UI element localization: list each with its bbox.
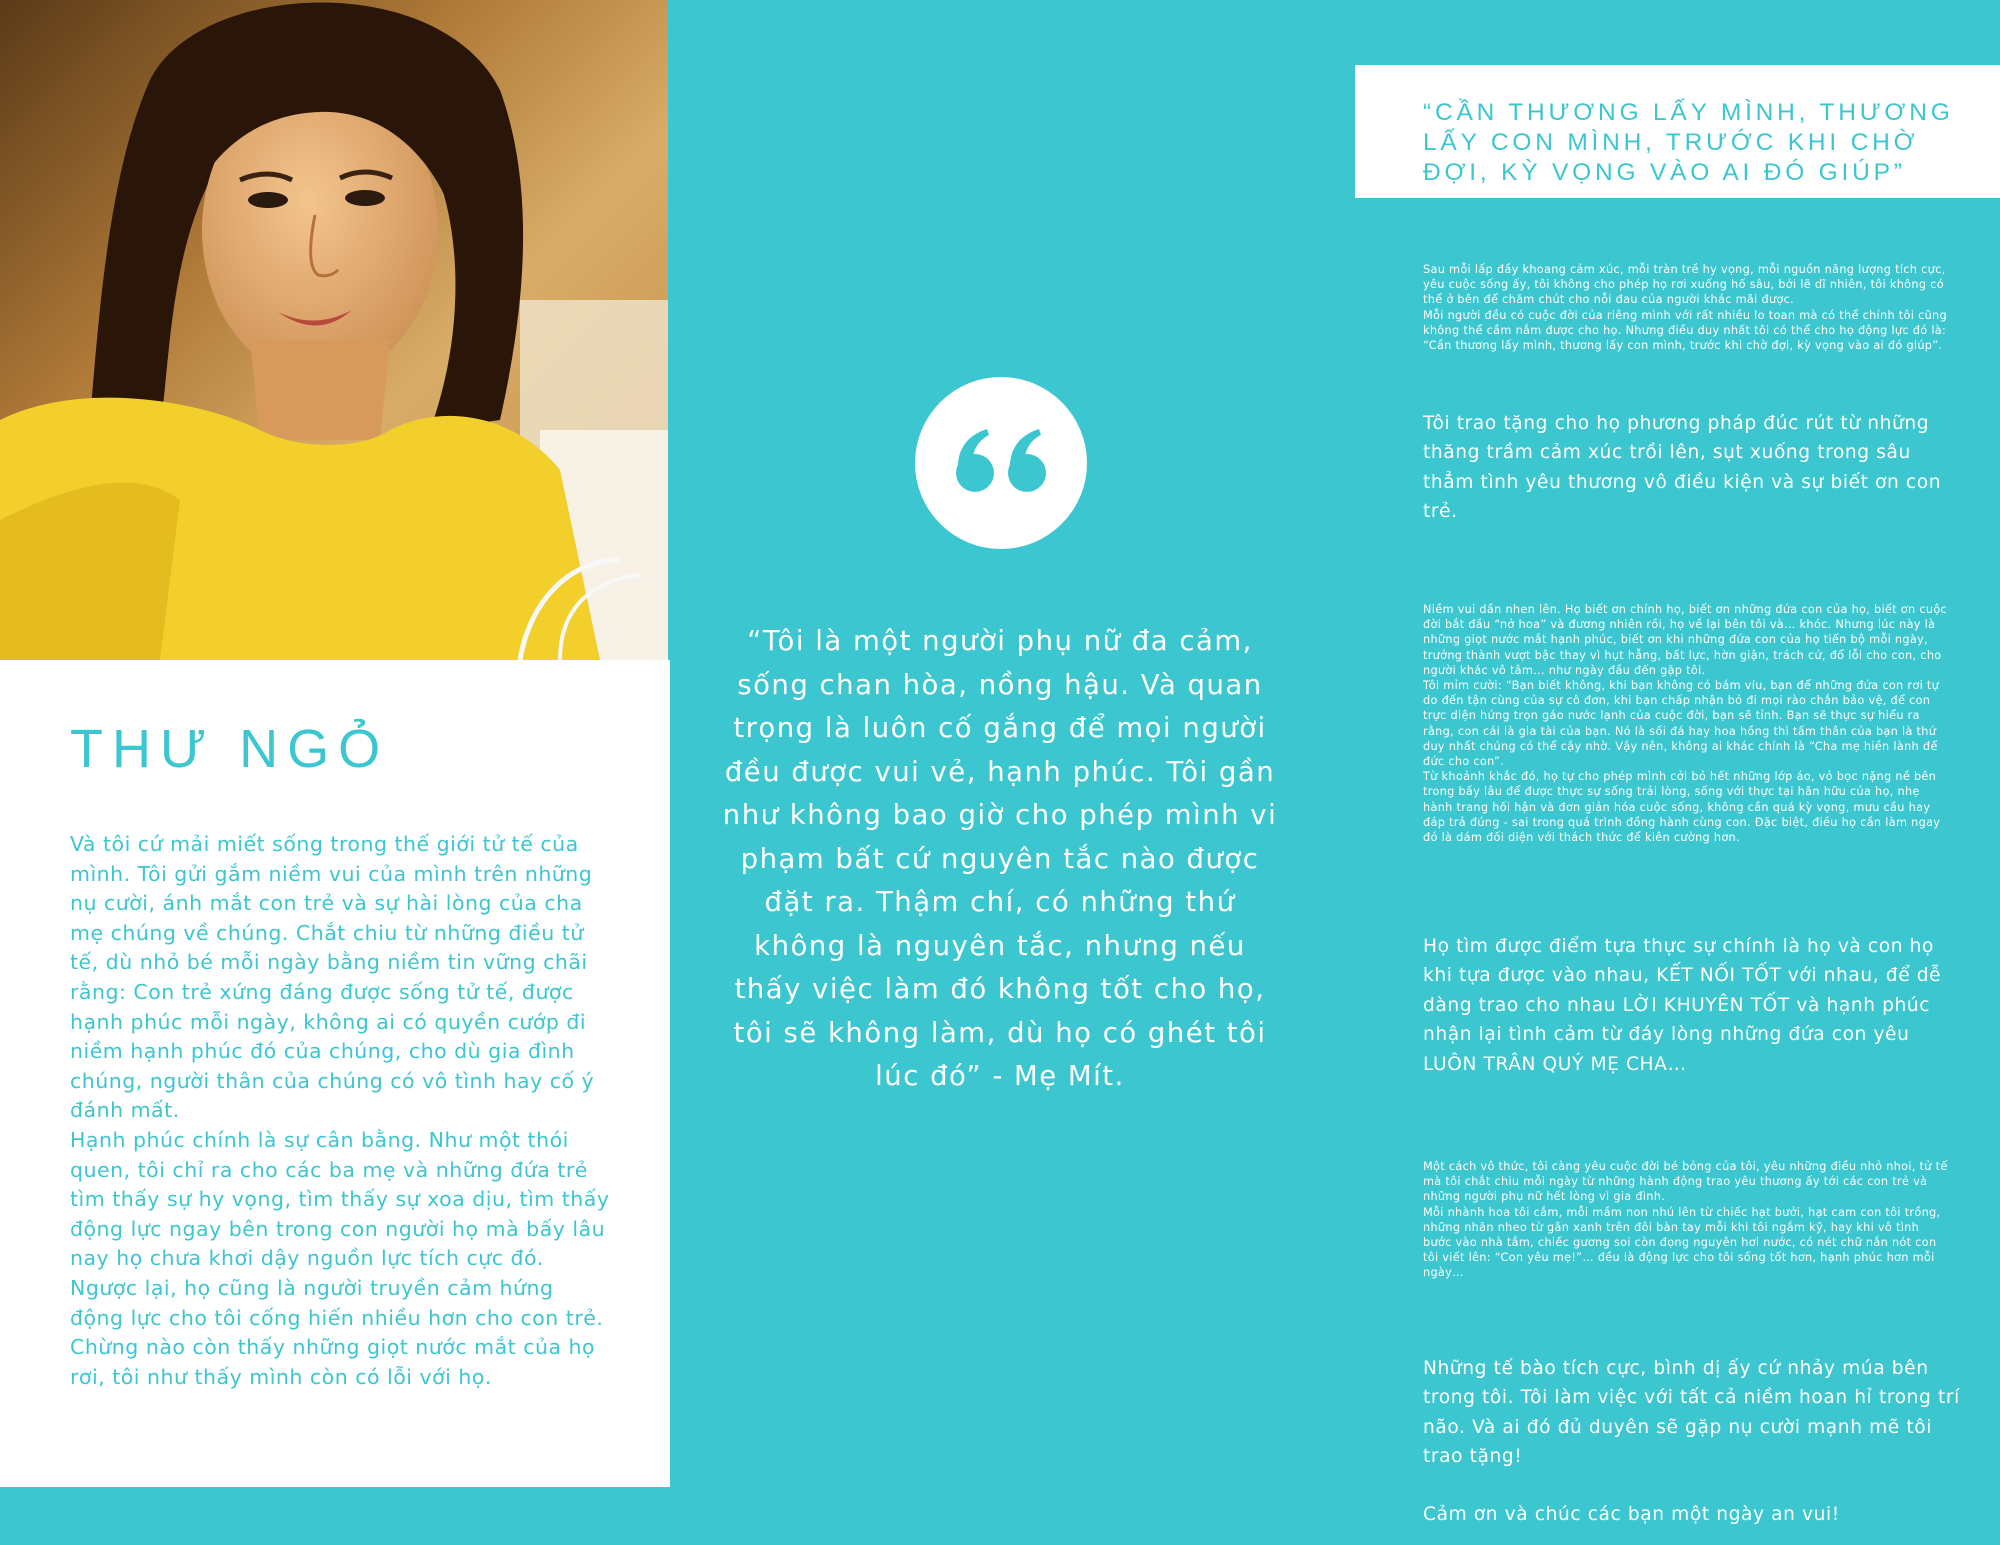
right-paragraph-5: Một cách vô thức, tôi càng yêu cuộc đời bé bỏng của tôi, yêu những điều nhỏ nhoi, tử tế mà tôi chắt chiu mỗi ngày từ những hành động trao yêu thương ấy tới các con trẻ và những người phụ nữ hết lòng vì gia đình. Mỗi nhành hoa tôi cắm, mỗi mầm non nhú lên từ chiếc hạt bưởi, hạt cam con tôi trồng, những nhăn nheo từ gân xanh trên đôi bàn tay mỗi khi tôi ngắm kỹ, hay khi vô tình bước vào nhà tắm, chiếc gương soi còn đọng nguyên hơi nước, có nét chữ nắn nót con tôi viết lên: “Con yêu mẹ!”… đều là động lực cho tôi sống tốt hơn, hạnh phúc hơn mỗi ngày…: [1423, 1160, 1948, 1280]
headline: “CẦN THƯƠNG LẤY MÌNH, THƯƠNG LẤY CON MÌNH, TRƯỚC KHI CHỜ ĐỢI, KỲ VỌNG VÀO AI ĐÓ GIÚP”: [1423, 99, 1954, 186]
right-paragraph-3: Niềm vui dần nhen lên. Họ biết ơn chính họ, biết ơn những đứa con của họ, biết ơn cuộc đời bắt đầu “nở hoa” và đương nhiên rồi, họ về lại bên tôi và… khóc. Nhưng lúc này là những giọt nước mắt hạnh phúc, biết ơn khi những đứa con của họ tiến bộ mỗi ngày, trưởng thành vượt bậc thay vì hụt hẫng, bất lực, hờn giận, trách cứ, đổ lỗi cho con, cho người khác vô tâm… như ngày đầu đến gặp tôi. Tôi mỉm cười: “Bạn biết không, khi bạn không có bám víu, bạn để những đứa con rơi tự do đến tận cùng của sự cô đơn, khi bạn chấp nhận bỏ đi mọi rào chắn bảo vệ, để con trực diện hứng trọn gáo nước lạnh của cuộc đời, bạn sẽ tỉnh. Bạn sẽ thực sự hiểu ra rằng, con cái là gia tài của bạn. Nó là sối đá hay hoa hồng thì tấm thân của bạn là thứ duy nhất chúng có thể cậy nhờ. Vậy nên, không ai khác chính là “Cha mẹ hiền lành để đức cho con”. Từ khoảnh khắc đó, họ tự cho phép mình cởi bỏ hết những lớp áo, vỏ bọc nặng nề bên trong bấy lâu để được thực sự sống trải lòng, sống với thực tại hãn hữu của họ, nhẹ hành trang hối hận và đơn giản hóa cuộc sống, không cần quá kỳ vọng, mưu cầu hay đáp trả đúng - sai trong quá trình đồng hành cùng con. Đặc biệt, điều họ cần làm ngay đó là dám đối diện với thách thức để kiên cường hơn.: [1423, 603, 1948, 845]
right-paragraph-6: Những tế bào tích cực, bình dị ấy cứ nhảy múa bên trong tôi. Tôi làm việc với tất cả niềm hoan hỉ trong trí não. Và ai đó đủ duyên sẽ gặp nụ cười mạnh mẽ tôi trao tặng!: [1423, 1358, 1960, 1468]
letter-card: [0, 660, 670, 1487]
main-quote: “Tôi là một người phụ nữ đa cảm, sống chan hòa, nồng hậu. Và quan trọng là luôn cố gắng để mọi người đều được vui vẻ, hạnh phúc. Tôi gần như không bao giờ cho phép mình vi phạm bất cứ nguyên tắc nào được đặt ra. Thậm chí, có những thứ không là nguyên tắc, nhưng nếu thấy việc làm đó không tốt cho họ, tôi sẽ không làm, dù họ có ghét tôi lúc đó” - Mẹ Mít.: [722, 625, 1278, 1092]
letter-body: Và tôi cứ mải miết sống trong thế giới tử tế của mình. Tôi gửi gắm niềm vui của mình trên những nụ cười, ánh mắt con trẻ và sự hài lòng của cha mẹ chúng về chúng. Chắt chiu từ những điều tử tế, dù nhỏ bé mỗi ngày bằng niềm tin vững chãi rằng: Con trẻ xứng đáng được sống tử tế, được hạnh phúc mỗi ngày, không ai có quyền cướp đi niềm hạnh phúc đó của chúng, cho dù gia đình chúng, người thân của chúng có vô tình hay cố ý đánh mất. Hạnh phúc chính là sự cân bằng. Như một thói quen, tôi chỉ ra cho các ba mẹ và những đứa trẻ tìm thấy sự hy vọng, tìm thấy sự xoa dịu, tìm thấy động lực ngay bên trong con người họ mà bấy lâu nay họ chưa khơi dậy nguồn lực tích cực đó. Ngược lại, họ cũng là người truyền cảm hứng động lực cho tôi cống hiến nhiều hơn cho con trẻ. Chừng nào còn thấy những giọt nước mắt của họ rơi, tôi như thấy mình còn có lỗi với họ.: [70, 832, 610, 1389]
right-paragraph-7: Cảm ơn và chúc các bạn một ngày an vui!: [1423, 1504, 1840, 1525]
right-paragraph-2: Tôi trao tặng cho họ phương pháp đúc rút từ những thăng trầm cảm xúc trồi lên, sụt xuống trong sâu thẳm tình yêu thương vô điều kiện và sự biết ơn con trẻ.: [1423, 413, 1942, 523]
letter-title: THƯ NGỎ: [70, 719, 390, 779]
headline-box: [1355, 65, 2000, 198]
portrait-photo: [0, 0, 668, 660]
quote-mark-icon: [915, 377, 1087, 549]
quote-badge: [915, 377, 1087, 549]
right-paragraph-1: Sau mỗi lấp đầy khoang cảm xúc, mỗi tràn trề hy vọng, mỗi nguồn năng lượng tích cực, yêu cuộc sống ấy, tôi không cho phép họ rơi xuống hố sâu, bởi lẽ dĩ nhiên, tôi không có thể ở bên để chăm chút cho nỗi đau của người khác mãi được. Mỗi người đều có cuộc đời của riêng mình với rất nhiều lo toan mà có thể chính tôi cũng không thể cầm nắm được cho họ. Nhưng điều duy nhất tôi có thể cho họ động lực đó là: “Cần thương lấy mình, thương lấy con mình, trước khi chờ đợi, kỳ vọng vào ai đó giúp”.: [1423, 263, 1947, 353]
right-paragraph-4: Họ tìm được điểm tựa thực sự chính là họ và con họ khi tựa được vào nhau, KẾT NỐI TỐT với nhau, để dễ dàng trao cho nhau LỜI KHUYÊN TỐT và hạnh phúc nhận lại tình cảm từ đáy lòng những đứa con yêu LUÔN TRÂN QUÝ MẸ CHA…: [1423, 936, 1942, 1075]
